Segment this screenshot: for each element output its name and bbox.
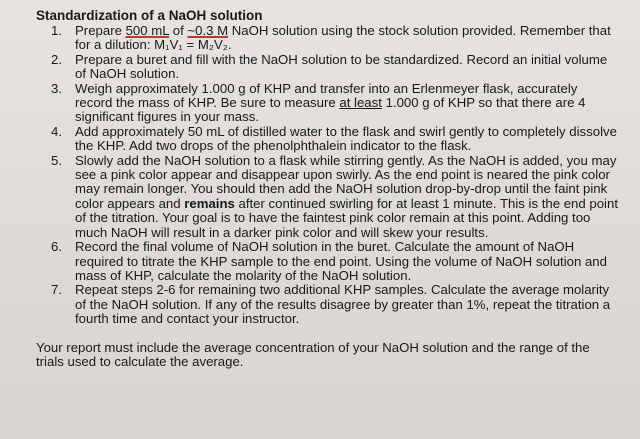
step-text: Add approximately 50 mL of distilled water to the flask and swirl gently to completely dissolve the KHP. Add two drops of the phenolphthalein indicator to the flask.: [75, 123, 617, 154]
step-text: Repeat steps 2-6 for remaining two additional KHP samples. Calculate the average molarity of the NaOH solution. If any of the results disagree by greater than 1%, repeat the titration a fourth time and contact your instructor.: [75, 282, 611, 327]
emphasis-underlined: at least: [339, 95, 382, 111]
step-text: Prepare: [75, 23, 126, 38]
step-text: NaOH solution using the stock solution provided. Remember that for a dilution: M₁V₁ = M₂V₂.: [75, 23, 611, 53]
step-number: 6.: [51, 239, 62, 255]
document-title: Standardization of a NaOH solution: [36, 8, 263, 23]
report-requirements: Your report must include the average concentration of your NaOH solution and the range of the trials used to calculate the average.: [36, 339, 590, 369]
step-text: 1.000 g of KHP so that there are 4 significant figures in your mass.: [75, 95, 586, 125]
step-text: Record the final volume of NaOH solution in the buret. Calculate the amount of NaOH required to titrate the KHP sample to the end point. Using the volume of NaOH solution and mass of KHP, calculate the molarity of the NaOH solution.: [75, 239, 607, 283]
step-1: [36, 24, 618, 53]
step-number: 1.: [51, 23, 62, 38]
step-6: [36, 240, 618, 283]
step-text: Slowly add the NaOH solution to a flask while stirring gently. As the NaOH is added, you may see a pink color appear and disappear upon swirly. As the end point is neared the pink color may remain longer. You should then add the NaOH solution drop-by-drop until the faint pink color appears and: [75, 152, 617, 211]
step-5: [36, 154, 618, 240]
step-number: 7.: [51, 282, 62, 298]
step-text: of: [169, 23, 188, 38]
step-7: [36, 283, 618, 326]
step-2: [36, 53, 618, 82]
concentration-annotated: ~0.3 M: [187, 23, 229, 38]
step-text: after continued swirling for at least 1 minute. This is the end point of the titration. Your goal is to have the faintest pink color remain at this point. Adding too much NaOH will result in a darker pink color and will skew your results.: [75, 195, 618, 240]
step-4: [36, 125, 618, 154]
volume-annotated: 500 mL: [125, 23, 170, 38]
step-text: Weigh approximately 1.000 g of KHP and transfer into an Erlenmeyer flask, accurately record the mass of KHP. Be sure to measure: [75, 80, 578, 111]
step-text: Prepare a buret and fill with the NaOH solution to be standardized. Record an initial volume of NaOH solution.: [75, 51, 608, 82]
step-number: 2.: [51, 51, 62, 67]
step-3: [36, 82, 618, 125]
step-number: 4.: [51, 123, 62, 139]
procedure-steps: [36, 24, 618, 327]
emphasis-bold: remains: [184, 195, 235, 211]
step-number: 5.: [51, 152, 62, 168]
step-number: 3.: [51, 80, 62, 96]
